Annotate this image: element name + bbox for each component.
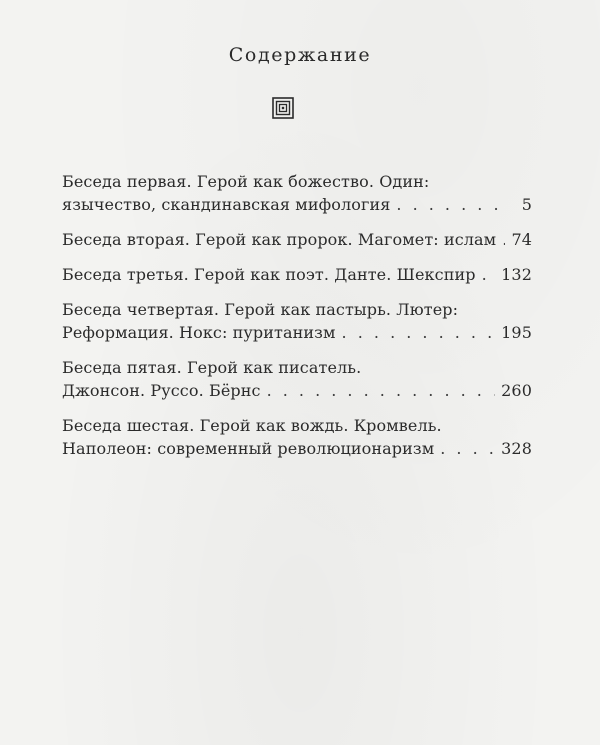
dot-leader [502,228,505,251]
toc-entry [62,356,532,402]
toc-entry [62,414,532,460]
toc-entry [62,298,532,344]
toc-entry-title-continued: Наполеон: современный революционаризм [62,439,435,458]
page-title: Содержание [228,44,372,66]
dot-leader [396,193,508,216]
toc-entry-page-number: 328 [501,439,532,458]
toc-entry-title: Беседа шестая. Герой как вождь. Кромвель. [62,416,442,435]
toc-entry-page-number: 5 [521,195,532,214]
toc-entry [62,170,532,216]
toc-entry [62,263,532,286]
toc-entry-first-line [62,298,532,321]
toc-entry-first-line [62,170,532,193]
toc-entry-title: Беседа вторая. Герой как пророк. Магомет: ислам [62,230,497,249]
toc-entry-last-line [62,228,532,251]
toc-entry-title: Беседа первая. Герой как божество. Один: [62,172,430,191]
toc-entry-page-number: 260 [501,381,532,400]
toc-entry-last-line [62,193,532,216]
toc-entry-last-line [62,263,532,286]
toc-entry-title: Беседа четвертая. Герой как пастырь. Лютер: [62,300,459,319]
dot-leader [342,321,496,344]
toc-entry [62,228,532,251]
toc-entry-first-line [62,414,532,437]
toc-entry-page-number: 195 [501,323,532,342]
toc-entry-first-line [62,356,532,379]
toc-entry-last-line [62,379,532,402]
toc-entry-page-number: 132 [501,265,532,284]
dot-leader [267,379,496,402]
dot-leader [482,263,496,286]
toc-entry-title-continued: язычество, скандинавская мифология [62,195,391,214]
toc-entry-title-continued: Джонсон. Руссо. Бёрнс [62,381,261,400]
toc-entry-title-continued: Реформация. Нокс: пуританизм [62,323,336,342]
toc-entry-last-line [62,437,532,460]
toc-entry-page-number: 74 [511,230,532,249]
toc-entry-last-line [62,321,532,344]
square-ornament-icon [272,97,294,119]
dot-leader [440,437,495,460]
toc-entry-title: Беседа пятая. Герой как писатель. [62,358,362,377]
table-of-contents [62,170,532,472]
toc-entry-title: Беседа третья. Герой как поэт. Данте. Шекспир [62,265,476,284]
